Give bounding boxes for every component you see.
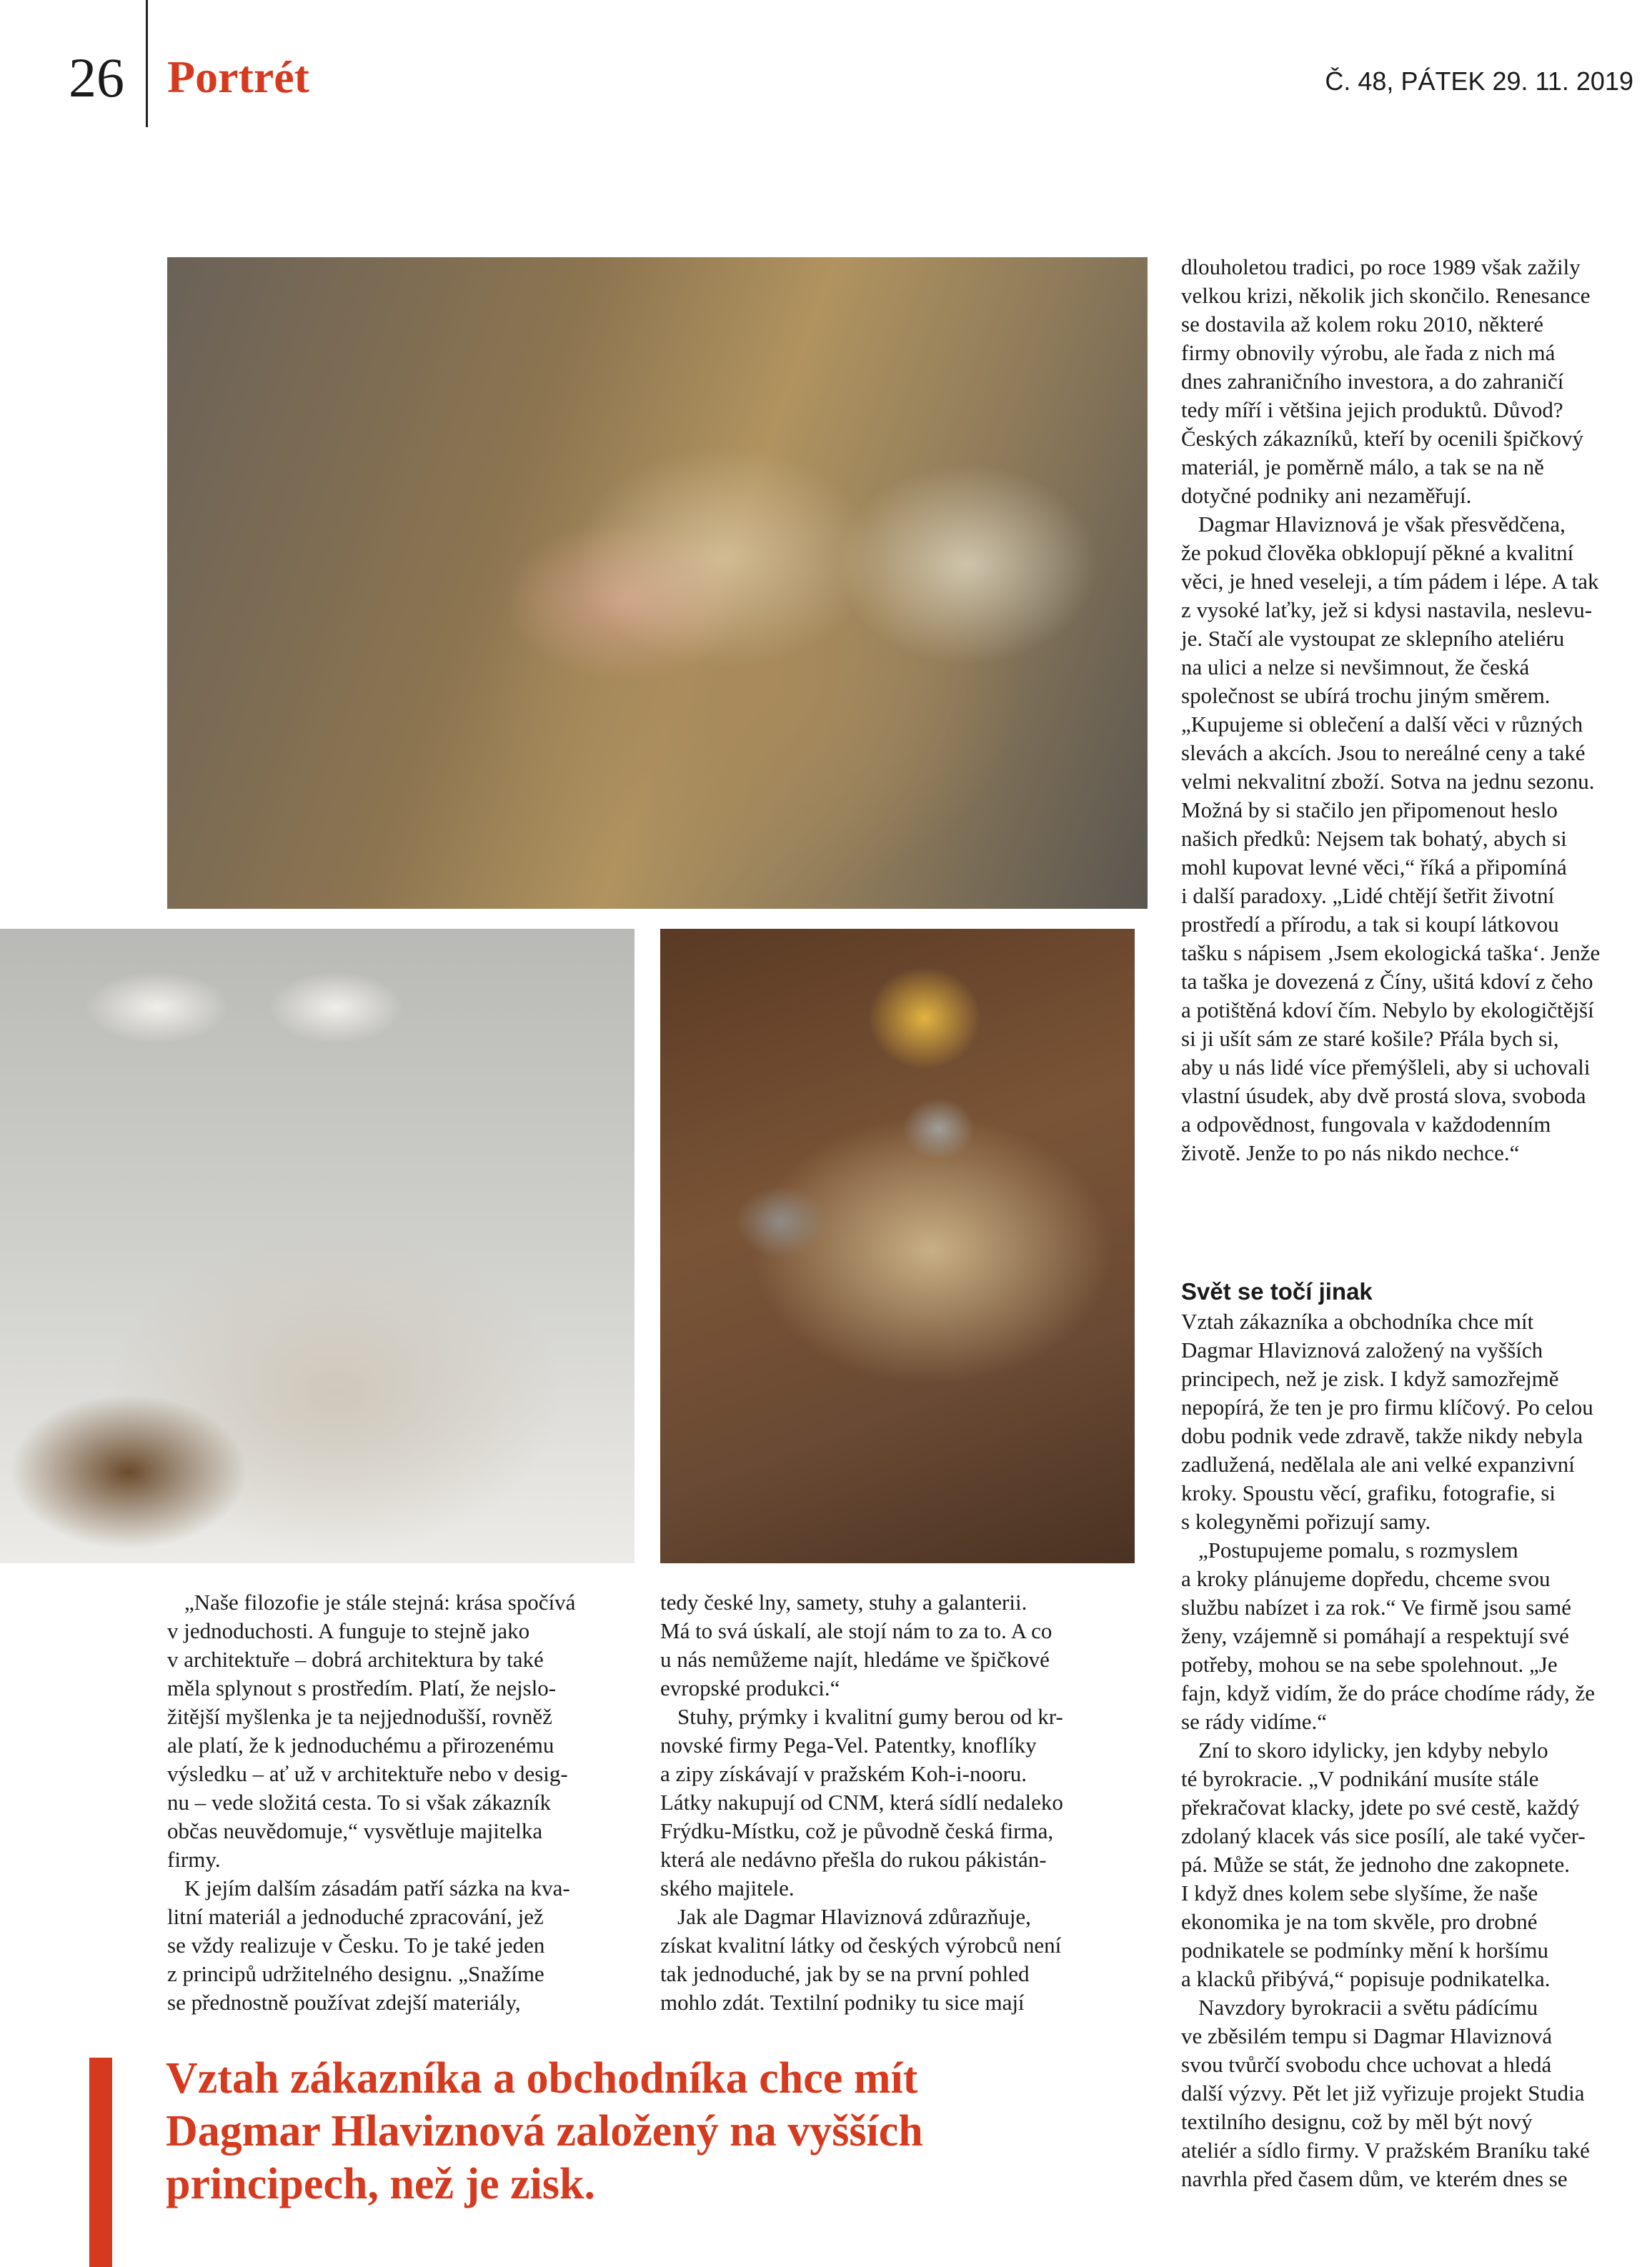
text-line: ale platí, že k jednoduchému a přirozenému <box>167 1733 554 1758</box>
article-column-1 <box>167 1588 625 2017</box>
text-line: tak jednoduché, jak by se na první pohled <box>660 1961 1030 1986</box>
text-line: ve zběsilém tempu si Dagmar Hlaviznová <box>1181 2023 1553 2048</box>
bread-bag-photo <box>0 929 635 1563</box>
text-line: dotyčné podniky ani nezaměřují. <box>1181 483 1472 508</box>
text-line: mohl kupovat levné věci,“ říká a připomíná <box>1181 855 1567 880</box>
text-line: textilního designu, což by měl být nový <box>1181 2109 1533 2134</box>
basket-photo <box>660 929 1135 1563</box>
text-line: že pokud člověka obklopují pěkné a kvalitní <box>1181 540 1574 565</box>
text-line: ženy, vzájemně si pomáhají a respektují své <box>1181 1623 1569 1648</box>
text-line: nepopírá, že ten je pro firmu klíčový. Po celou <box>1181 1395 1593 1420</box>
text-line: další výzvy. Pět let již vyřizuje projekt Studia <box>1181 2081 1585 2106</box>
text-line: firmy. <box>167 1847 221 1872</box>
text-line: a potištěná kdoví čím. Nebylo by ekologičtější <box>1181 997 1594 1022</box>
text-line: a odpovědnost, fungovala v každodenním <box>1181 1112 1551 1137</box>
text-line: Vztah zákazníka a obchodníka chce mít <box>1181 1309 1534 1334</box>
text-line: Zní to skoro idylicky, jen kdyby nebylo <box>1198 1738 1548 1763</box>
header-divider <box>146 0 148 127</box>
pull-quote-line: Dagmar Hlaviznová založený na vyšších <box>166 2107 923 2156</box>
text-line: se vždy realizuje v Česku. To je také jeden <box>167 1933 545 1958</box>
text-line: je. Stačí ale vystoupat ze sklepního ateliéru <box>1181 626 1565 651</box>
text-line: v jednoduchosti. A funguje to stejně jako <box>167 1618 530 1643</box>
text-line: výsledku – ať už v architektuře nebo v desig- <box>167 1761 568 1786</box>
text-line: kroky. Spoustu věcí, grafiku, fotografie, si <box>1181 1480 1556 1505</box>
article-column-4 <box>1181 1277 1652 2193</box>
text-line: ta taška je dovezená z Číny, ušitá kdoví z čeho <box>1181 969 1593 994</box>
text-line: I když dnes kolem sebe slyšíme, že naše <box>1181 1880 1538 1905</box>
text-line: žitější myšlenka je ta nejjednodušší, rovněž <box>167 1704 552 1729</box>
text-line: tedy české lny, samety, stuhy a galanterii. <box>660 1590 1027 1615</box>
text-line: aby u nás lidé více přemýšleli, aby si uchovali <box>1181 1055 1591 1080</box>
text-line: dlouholetou tradici, po roce 1989 však zažily <box>1181 254 1581 279</box>
text-line: z principů udržitelného designu. „Snažíme <box>167 1961 544 1986</box>
text-line: a kroky plánujeme dopředu, chceme svou <box>1181 1566 1551 1591</box>
pull-quote-line: principech, než je zisk. <box>166 2160 595 2208</box>
text-line: a zipy získávají v pražském Koh-i-nooru. <box>660 1761 1027 1786</box>
text-line: která ale nedávno přešla do rukou pákistán- <box>660 1847 1047 1872</box>
text-line: společnost se ubírá trochu jiným směrem. <box>1181 683 1551 708</box>
text-line: potřeby, mohou se na sebe spolehnout. „Je <box>1181 1652 1558 1677</box>
text-line: Dagmar Hlaviznová je však přesvědčena, <box>1198 512 1566 537</box>
text-line: na ulici a nelze si nevšimnout, že česká <box>1181 654 1530 679</box>
text-line: Navzdory byrokracii a světu pádícímu <box>1198 1995 1538 2020</box>
text-line: Stuhy, prýmky i kvalitní gumy berou od kr- <box>677 1704 1063 1729</box>
text-line: a klacků přibývá,“ popisuje podnikatelka. <box>1181 1966 1551 1991</box>
pull-quote-bar <box>89 2058 112 2267</box>
text-line: mohlo zdát. Textilní podniky tu sice mají <box>660 1990 1025 2015</box>
text-line: slevách a akcích. Jsou to nereálné ceny a také <box>1181 740 1586 765</box>
text-line: ateliér a sídlo firmy. V pražském Braníku také <box>1181 2138 1590 2163</box>
pull-quote-line: Vztah zákazníka a obchodníka chce mít <box>166 2054 918 2103</box>
text-line: dobu podnik vede zdravě, takže nikdy nebyla <box>1181 1423 1583 1448</box>
text-line: Jak ale Dagmar Hlaviznová zdůrazňuje, <box>677 1904 1031 1929</box>
text-line: materiál, je poměrně málo, a tak se na ně <box>1181 454 1544 479</box>
text-line: „Postupujeme pomalu, s rozmyslem <box>1198 1538 1518 1563</box>
text-line: fajn, když vidím, že do práce chodíme rády, že <box>1181 1680 1595 1705</box>
text-line: zdolaný klacek vás sice posílí, ale také vyčer- <box>1181 1823 1586 1848</box>
section-title: Portrét <box>167 51 309 102</box>
text-line: občas neuvědomuje,“ vysvětluje majitelka <box>167 1818 543 1843</box>
text-line: Možná by si stačilo jen připomenout heslo <box>1181 797 1558 822</box>
text-line: si ji ušít sám ze staré košile? Přála bych si, <box>1181 1026 1559 1051</box>
text-line: Látky nakupují od CNM, která sídlí nedaleko <box>660 1790 1063 1815</box>
text-line: i další paradoxy. „Lidé chtějí šetřit životní <box>1181 883 1555 908</box>
text-line: ekonomika je na tom skvěle, pro drobné <box>1181 1909 1538 1934</box>
page-number: 26 <box>69 46 124 109</box>
text-line: tašku s nápisem ‚Jsem ekologická taška‘. Jenže <box>1181 940 1601 965</box>
text-line: získat kvalitní látky od českých výrobců není <box>660 1933 1062 1958</box>
text-line: firmy obnovily výrobu, ale řada z nich má <box>1181 340 1556 365</box>
text-line: zadlužená, nedělala ale ani velké expanzivní <box>1181 1452 1575 1477</box>
pull-quote <box>166 2052 923 2211</box>
text-line: K jejím dalším zásadám patří sázka na kva- <box>184 1875 570 1900</box>
text-line: velmi nekvalitní zboží. Sotva na jednu sezonu. <box>1181 769 1595 794</box>
text-line: Dagmar Hlaviznová založený na vyšších <box>1181 1337 1543 1362</box>
text-line: Frýdku-Místku, což je původně česká firma, <box>660 1818 1054 1843</box>
text-line: velkou krizi, několik jich skončilo. Renesance <box>1181 283 1591 308</box>
text-line: se dostavila až kolem roku 2010, některé <box>1181 312 1544 337</box>
text-line: novské firmy Pega-Vel. Patentky, knoflíky <box>660 1733 1037 1758</box>
text-line: principech, než je zisk. I když samozřejmě <box>1181 1366 1559 1391</box>
blanket-photo <box>167 257 1148 909</box>
text-line: s kolegyněmi pořizují samy. <box>1181 1509 1431 1534</box>
text-line: Českých zákazníků, kteří by ocenili špičkový <box>1181 426 1584 451</box>
article-column-2 <box>660 1588 1118 2017</box>
text-line: nu – vede složitá cesta. To si však zákazník <box>167 1790 552 1815</box>
text-line: se rády vidíme.“ <box>1181 1709 1328 1734</box>
text-line: z vysoké laťky, jež si kdysi nastavila, neslevu- <box>1181 597 1593 622</box>
text-line: „Kupujeme si oblečení a další věci v různých <box>1181 712 1583 737</box>
text-line: našich předků: Nejsem tak bohatý, abych si <box>1181 826 1567 851</box>
text-line: litní materiál a jednoduché zpracování, jež <box>167 1904 544 1929</box>
text-line: tedy míří i většina jejich produktů. Důvod? <box>1181 397 1563 422</box>
text-line: věci, je hned veseleji, a tím pádem i lépe. A tak <box>1181 569 1599 594</box>
text-line: prostředí a přírodu, a tak si koupí látkovou <box>1181 912 1559 937</box>
text-line: ského majitele. <box>660 1875 795 1900</box>
text-line: evropské produkci.“ <box>660 1675 840 1700</box>
text-line: službu nabízet i za rok.“ Ve firmě jsou samé <box>1181 1595 1572 1620</box>
text-line: „Naše filozofie je stále stejná: krása spočívá <box>184 1590 576 1615</box>
text-line: dnes zahraničního investora, a do zahraničí <box>1181 369 1564 394</box>
article-column-3 <box>1181 253 1652 1167</box>
subheading: Svět se točí jinak <box>1181 1278 1373 1305</box>
issue-date: Č. 48, PÁTEK 29. 11. 2019 <box>1325 66 1633 96</box>
text-line: té byrokracie. „V podnikání musíte stále <box>1181 1766 1539 1791</box>
text-line: se přednostně používat zdejší materiály, <box>167 1990 521 2015</box>
text-line: svou tvůrčí svobodu chce uchovat a hledá <box>1181 2052 1552 2077</box>
text-line: životě. Jenže to po nás nikdo nechce.“ <box>1181 1140 1520 1165</box>
text-line: překračovat klacky, jdete po své cestě, každý <box>1181 1795 1580 1820</box>
text-line: pá. Může se stát, že jednoho dne zakopnete. <box>1181 1852 1571 1877</box>
text-line: u nás nemůžeme najít, hledáme ve špičkové <box>660 1647 1050 1672</box>
text-line: měla splynout s prostředím. Platí, že nejslo- <box>167 1675 557 1700</box>
text-line: podnikatele se podmínky mění k horšímu <box>1181 1938 1549 1963</box>
text-line: vlastní úsudek, aby dvě prostá slova, svoboda <box>1181 1083 1586 1108</box>
text-line: navrhla před časem dům, ve kterém dnes se <box>1181 2166 1568 2191</box>
text-line: Má to svá úskalí, ale stojí nám to za to. A co <box>660 1618 1053 1643</box>
text-line: v architektuře – dobrá architektura by také <box>167 1647 544 1672</box>
